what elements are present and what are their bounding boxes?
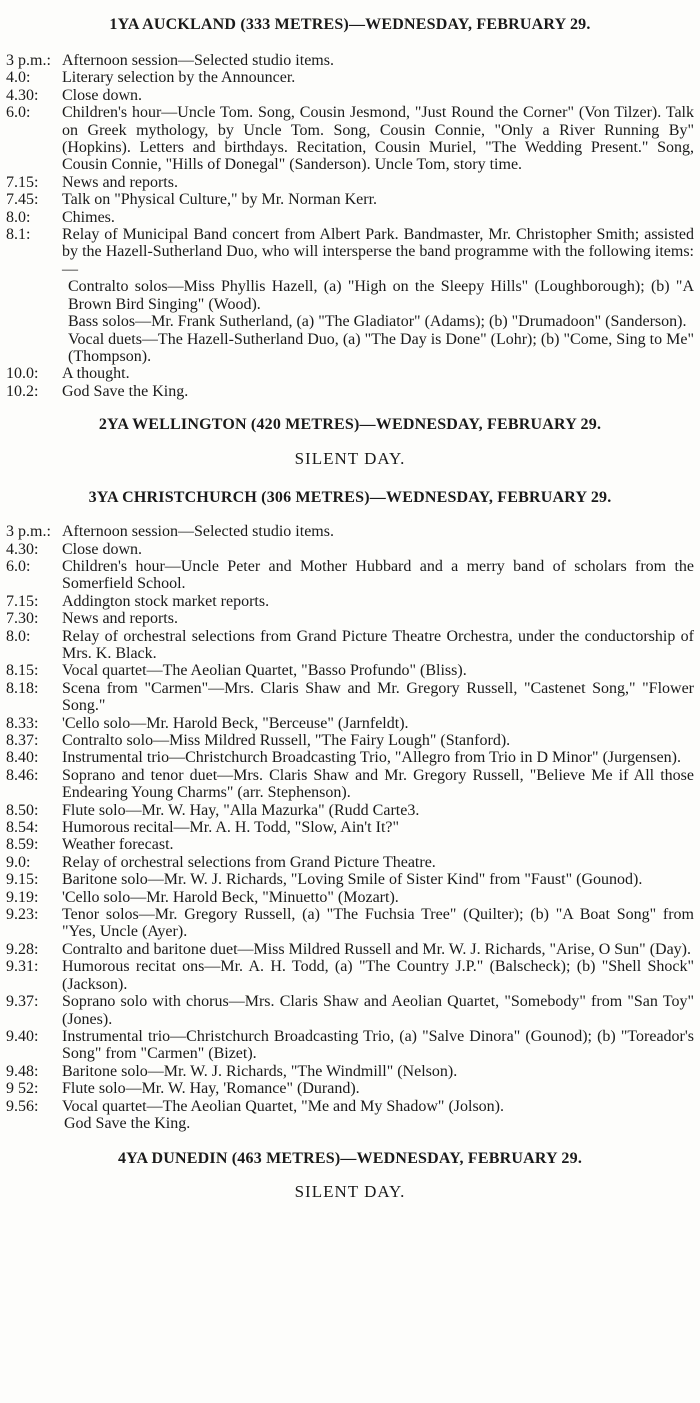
entry-text: Contralto solo—Miss Mildred Russell, "The Fairy Lough" (Stanford). <box>62 732 511 749</box>
entry-text: Relay of Municipal Band concert from Albert Park. Bandmaster, Mr. Christopher Smith; assisted by the Hazell-Sutherland Duo, who will intersperse the band programme with the following items:— <box>62 226 694 278</box>
entry-time: 7.15: <box>6 173 39 191</box>
entry-time: 3 p.m.: <box>6 523 51 541</box>
entry-text: Humorous recitat ons—Mr. A. H. Todd, (a) "The Country J.P." (Balscheck); (b) "Shell Shock" (Jackson). <box>62 958 694 993</box>
programme-entry <box>6 889 694 906</box>
entry-text: Humorous recital—Mr. A. H. Todd, "Slow, Ain't It?" <box>62 819 400 837</box>
entry-text: Flute solo—Mr. W. Hay, 'Romance" (Durand). <box>62 1080 360 1098</box>
entry-time: 8.33: <box>6 714 39 732</box>
christchurch-closing: God Save the King. <box>64 1114 191 1132</box>
entry-text: Tenor solos—Mr. Gregory Russell, (a) "The Fuchsia Tree" (Quilter); (b) "A Boat Song" from "Yes, Uncle (Ayer). <box>62 906 694 941</box>
auckland-heading: 1YA AUCKLAND (333 METRES)—WEDNESDAY, FEBRUARY 29. <box>109 16 591 33</box>
programme-entry <box>6 941 694 958</box>
entry-time: 7.45: <box>6 191 39 209</box>
programme-entry <box>6 69 694 86</box>
entry-text: Addington stock market reports. <box>62 592 270 610</box>
radio-programme-page <box>0 16 700 1403</box>
programme-entry <box>6 819 694 836</box>
entry-text: Close down. <box>62 540 142 558</box>
entry-time: 8.0: <box>6 627 31 645</box>
entry-text: Weather forecast. <box>62 836 174 854</box>
entry-time: 7.30: <box>6 610 39 628</box>
entry-text: Chimes. <box>62 208 115 226</box>
entry-text: Close down. <box>62 86 142 104</box>
entry-time: 10.2: <box>6 382 39 400</box>
programme-entry <box>6 1063 694 1080</box>
entry-time: 9.0: <box>6 853 31 871</box>
programme-entry <box>6 1080 694 1097</box>
programme-entry <box>6 854 694 871</box>
entry-text: Vocal quartet—The Aeolian Quartet, "Basso Profundo" (Bliss). <box>62 662 467 680</box>
entry-text: Children's hour—Uncle Tom. Song, Cousin Jesmond, "Just Round the Corner" (Von Tilzer). Talk on Greek mythology, by Uncle Tom. Song, Cousin Connie, "Only a River Running By" (Hopkins). Letters and birthdays. Recitation, Cousin Muriel, "The Wedding Present." Song, Cousin Connie, "Hills of Donegal" (Sanderson). Uncle Tom, story time. <box>62 104 694 174</box>
entry-time: 8.18: <box>6 679 39 697</box>
entry-time: 9.23: <box>6 906 39 924</box>
entry-time: 9.15: <box>6 871 39 889</box>
programme-entry <box>6 680 694 715</box>
entry-time: 8.15: <box>6 662 39 680</box>
entry-time: 8.37: <box>6 732 39 749</box>
entry-time: 8.59: <box>6 836 39 854</box>
programme-entry <box>6 1098 694 1115</box>
entry-time: 9.19: <box>6 888 39 906</box>
programme-entry <box>6 523 694 540</box>
entry-text: Talk on "Physical Culture," by Mr. Norman Kerr. <box>62 191 378 209</box>
entry-text: Relay of orchestral selections from Grand Picture Theatre Orchestra, under the conductorship of Mrs. K. Black. <box>62 627 694 662</box>
entry-time: 4.0: <box>6 69 31 87</box>
programme-entry <box>6 628 694 663</box>
wellington-silent-day: SILENT DAY. <box>294 449 406 469</box>
programme-entry <box>6 871 694 888</box>
entry-time: 6.0: <box>6 557 31 575</box>
entry-text: Contralto and baritone duet—Miss Mildred Russell and Mr. W. J. Richards, "Arise, O Sun" (Day). <box>62 940 691 958</box>
entry-text: A thought. <box>62 365 130 383</box>
entry-time: 8.46: <box>6 766 39 784</box>
entry-time: 8.1: <box>6 226 31 244</box>
entry-time: 7.15: <box>6 592 39 610</box>
entry-text: God Save the King. <box>62 382 189 400</box>
programme-entry <box>6 593 694 610</box>
entry-time: 8.0: <box>6 208 31 226</box>
entry-text: Literary selection by the Announcer. <box>62 69 296 87</box>
programme-entry <box>6 715 694 732</box>
christchurch-heading: 3YA CHRISTCHURCH (306 METRES)—WEDNESDAY, FEBRUARY 29. <box>88 489 612 507</box>
entry-time: 9.48: <box>6 1062 39 1080</box>
entry-text: Afternoon session—Selected studio items. <box>62 523 334 541</box>
programme-entry <box>6 610 694 627</box>
entry-time: 6.0: <box>6 104 31 122</box>
entry-text: Baritone solo—Mr. W. J. Richards, "Loving Smile of Sister Kind" from "Faust" (Gounod). <box>62 871 643 889</box>
entry-text: Instrumental trio—Christchurch Broadcasting Trio, "Allegro from Trio in D Minor" (Jurgensen). <box>62 749 681 767</box>
programme-entry <box>6 802 694 819</box>
entry-text: Baritone solo—Mr. W. J. Richards, "The Windmill" (Nelson). <box>62 1062 458 1080</box>
auckland-programme <box>6 52 694 400</box>
programme-entry <box>6 749 694 766</box>
band-item: Bass solos—Mr. Frank Sutherland, (a) "The Gladiator" (Adams); (b) "Drumadoon" (Sanderson). <box>68 313 687 331</box>
christchurch-programme <box>6 523 694 1132</box>
entry-time: 10.0: <box>6 365 39 383</box>
programme-entry <box>6 52 694 69</box>
programme-entry <box>6 558 694 593</box>
programme-entry <box>6 87 694 104</box>
band-item: Contralto solos—Miss Phyllis Hazell, (a) "High on the Sleepy Hills" (Loughborough); (b) "A Brown Bird Singing" (Wood). <box>68 278 694 313</box>
entry-time: 3 p.m.: <box>6 52 51 69</box>
dunedin-heading: 4YA DUNEDIN (463 METRES)—WEDNESDAY, FEBRUARY 29. <box>117 1150 583 1168</box>
programme-entry <box>6 958 694 993</box>
programme-entry <box>6 104 694 174</box>
programme-entry <box>6 993 694 1028</box>
entry-text: News and reports. <box>62 173 178 191</box>
programme-entry <box>6 1028 694 1063</box>
entry-text: 'Cello solo—Mr. Harold Beck, "Berceuse" (Jarnfeldt). <box>62 714 409 732</box>
programme-entry <box>6 365 694 382</box>
programme-entry <box>6 209 694 226</box>
entry-text: 'Cello solo—Mr. Harold Beck, "Minuetto" (Mozart). <box>62 888 399 906</box>
entry-text: Relay of orchestral selections from Grand Picture Theatre. <box>62 853 436 871</box>
entry-time: 8.50: <box>6 801 39 819</box>
wellington-heading: 2YA WELLINGTON (420 METRES)—WEDNESDAY, FEBRUARY 29. <box>98 416 602 434</box>
entry-time: 4.30: <box>6 86 39 104</box>
band-item: Vocal duets—The Hazell-Sutherland Duo, (a) "The Day is Done" (Lohr); (b) "Come, Sing to Me" (Thompson). <box>68 330 694 365</box>
entry-text: Afternoon session—Selected studio items. <box>62 52 334 69</box>
programme-entry <box>6 383 694 400</box>
entry-time: 8.54: <box>6 819 39 837</box>
programme-entry <box>6 906 694 941</box>
entry-text: Scena from "Carmen"—Mrs. Claris Shaw and Mr. Gregory Russell, "Castenet Song," "Flower Song." <box>62 679 694 715</box>
entry-time: 8.40: <box>6 749 39 767</box>
entry-time: 9 52: <box>6 1080 39 1098</box>
programme-entry <box>6 836 694 853</box>
programme-entry <box>6 174 694 191</box>
entry-time: 9.56: <box>6 1097 39 1115</box>
entry-text: Instrumental trio—Christchurch Broadcasting Trio, (a) "Salve Dinora" (Gounod); (b) "Toreador's Song" from "Carmen" (Bizet). <box>62 1027 694 1063</box>
entry-time: 9.37: <box>6 993 39 1011</box>
programme-entry <box>6 191 694 208</box>
entry-text: Flute solo—Mr. W. Hay, "Alla Mazurka" (Rudd Carte3. <box>62 801 420 819</box>
entry-time: 4.30: <box>6 540 39 558</box>
entry-text: Soprano solo with chorus—Mrs. Claris Shaw and Aeolian Quartet, "Somebody" from "San Toy" (Jones). <box>62 993 694 1028</box>
programme-entry <box>6 226 694 278</box>
dunedin-silent-day: SILENT DAY. <box>294 1182 406 1202</box>
entry-time: 9.40: <box>6 1027 39 1045</box>
entry-time: 9.28: <box>6 940 39 958</box>
entry-text: Vocal quartet—The Aeolian Quartet, "Me and My Shadow" (Jolson). <box>62 1097 505 1115</box>
entry-time: 9.31: <box>6 958 39 976</box>
programme-entry <box>6 767 694 802</box>
programme-entry <box>6 732 694 749</box>
entry-text: Soprano and tenor duet—Mrs. Claris Shaw and Mr. Gregory Russell, "Believe Me if All those Endearing Young Charms" (arr. Stephenson). <box>62 766 694 802</box>
programme-entry <box>6 541 694 558</box>
programme-entry <box>6 662 694 679</box>
entry-text: News and reports. <box>62 610 178 628</box>
entry-text: Children's hour—Uncle Peter and Mother Hubbard and a merry band of scholars from the Somerfield School. <box>62 557 694 593</box>
